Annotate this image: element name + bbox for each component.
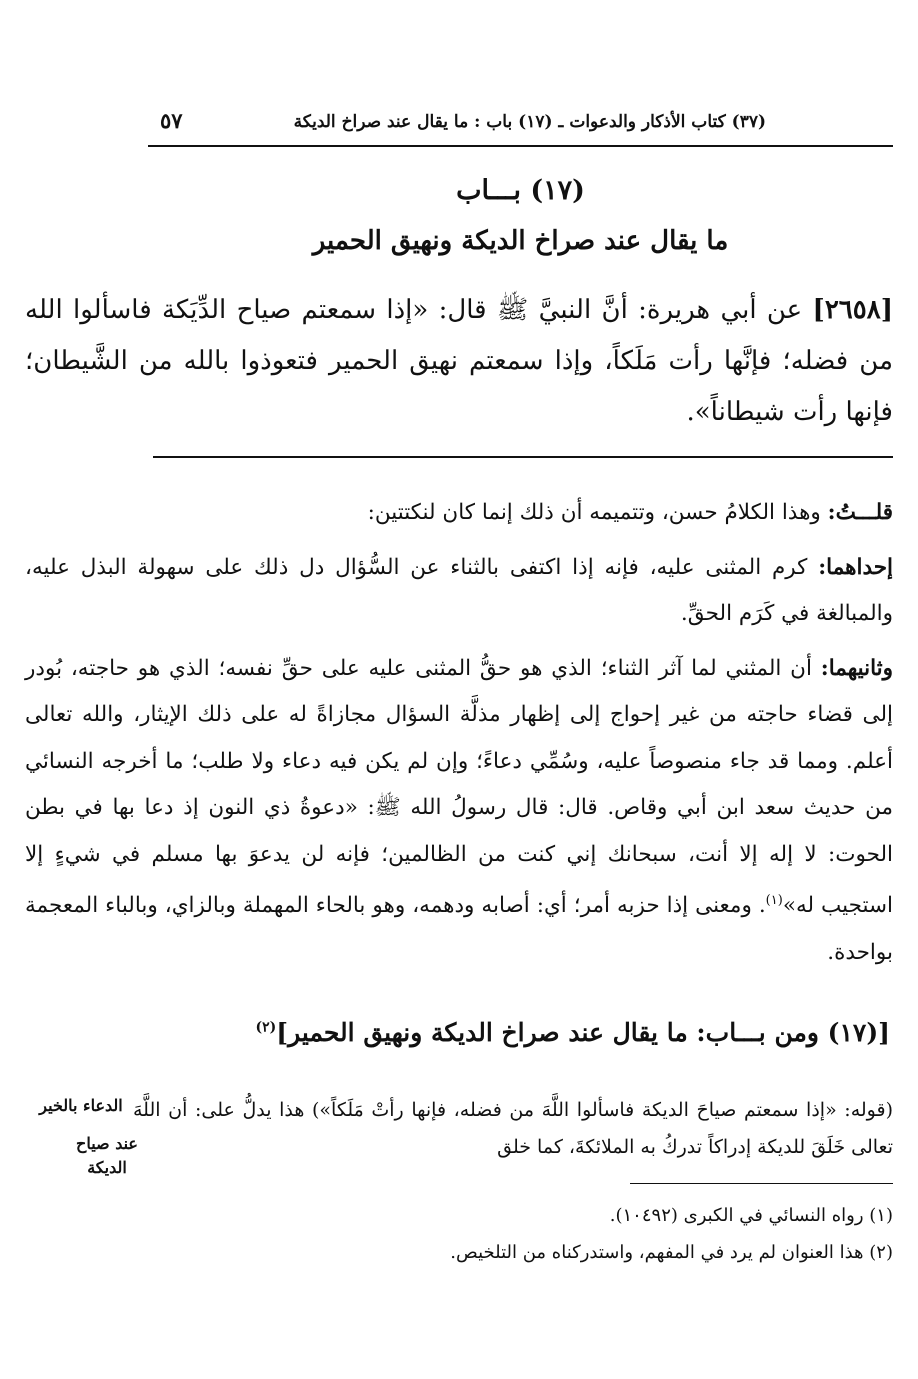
margin-note: عند صياح الديكة <box>76 1134 138 1177</box>
hadith-number: [٢٦٥٨] <box>812 295 894 325</box>
paragraph-lead: قلـــتُ: <box>827 500 893 525</box>
paragraph-text: أن المثني لما آثر الثناء؛ الذي هو حقُّ المثنى عليه على حقِّ نفسه؛ الذي هو حاجته، بُودر إلى قضاء حاجته من غير إحواج إلى إظهار مذلَّة السؤال مجازاةً له على ذلك الإيثار، والله تعالى أعلم. ومما قد جاء منصوصاً عليه، وسُمِّي دعاءً؛ وإن لم يكن فيه دعاء ولا طلب؛ ما أخرجه النسائي من حديث سعد ابن أبي وقاص. قال: قال رسولُ الله ﷺ: «دعوةُ ذي النون إذ دعا بها في بطن الحوت: لا إله إلا أنت، سبحانك إني كنت من الظالمين؛ فإنه لن يدعوَ بها مسلم في شيءٍ إلا استجيب له» <box>25 655 893 919</box>
hadith-text-block <box>25 285 893 438</box>
footnote-1: (١) رواه النسائي في الكبرى (١٠٤٩٢). <box>609 1205 893 1226</box>
margin-note: الدعاء بالخير <box>39 1096 123 1115</box>
paragraph-lead: إحداهما: <box>818 554 893 580</box>
paragraph-text: وهذا الكلامُ حسن، وتتميمه أن ذلك إنما كان لنكتتين: <box>367 500 821 525</box>
text-divider <box>153 456 893 458</box>
commentary-paragraph-1 <box>25 490 893 537</box>
header-divider <box>148 145 893 147</box>
page-number: ٥٧ <box>160 108 183 133</box>
section-heading <box>190 1018 890 1047</box>
footnote-divider <box>630 1183 893 1184</box>
gloss-text: (قوله: «إذا سمعتم صياحَ الديكة فاسألوا اللَّهَ من فضله، فإنها رأتْ مَلَكاً») هذا يدلُّ على: أن اللَّهَ تعالى خَلَقَ للديكة إدراكاً تدركُ به الملائكةَ، كما خلق <box>133 1099 893 1158</box>
commentary-block <box>25 490 893 984</box>
chapter-title: ما يقال عند صراخ الديكة ونهيق الحمير <box>312 226 729 256</box>
running-head: (٣٧) كتاب الأذكار والدعوات ـ (١٧) باب : ما يقال عند صراخ الديكة <box>293 112 766 132</box>
chapter-number: (١٧) بـــاب <box>456 175 585 206</box>
commentary-paragraph-2 <box>25 545 893 638</box>
paragraph-text: . ومعنى إذا حزبه أمر؛ أي: أصابه ودهمه، وهو بالحاء المهملة وبالزاي، وبالباء المعجمة بواحدة. <box>25 893 893 965</box>
footnote-marker: (١) <box>765 893 783 908</box>
paragraph-lead: وثانيهما: <box>820 655 893 681</box>
footnotes <box>25 1197 893 1271</box>
paragraph-text: كرم المثنى عليه، فإنه إذا اكتفى بالثناء عن السُّؤال دل ذلك على سهولة البذل عليه، والمبالغة في كَرَم الحقِّ. <box>25 554 893 626</box>
commentary-paragraph-3 <box>25 646 893 977</box>
footnote-2: (٢) هذا العنوان لم يرد في المفهم، واستدركناه من التلخيص. <box>450 1242 893 1263</box>
hadith-text: عن أبي هريرة: أنَّ النبيَّ ﷺ قال: «إذا سمعتم صياح الدِّيَكة فاسألوا الله من فضله؛ فإنَّها رأت مَلَكاً، وإذا سمعتم نهيق الحمير فتعوذوا بالله من الشَّيطان؛ فإنها رأت شيطاناً». <box>25 295 893 427</box>
footnote-marker: (٢) <box>255 1019 277 1036</box>
section-heading-text: [(١٧) ومن بـــاب: ما يقال عند صراخ الديكة ونهيق الحمير] <box>276 1018 890 1047</box>
